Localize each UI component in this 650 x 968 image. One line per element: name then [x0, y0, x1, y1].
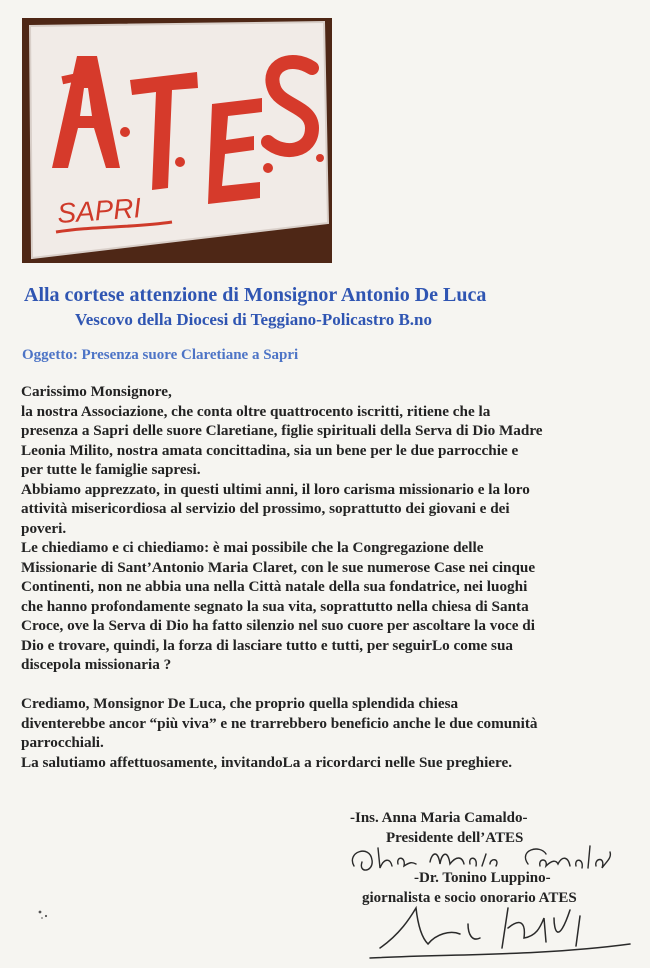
closing-line: Crediamo, Monsignor De Luca, che proprio quella splendida chiesa [21, 695, 459, 712]
signatory-name-1: -Ins. Anna Maria Camaldo- [350, 810, 528, 826]
recipient-line-2: Vescovo della Diocesi di Teggiano-Policastro B.no [75, 310, 433, 329]
letter-body [21, 382, 633, 772]
paper-specks [30, 900, 70, 930]
closing-line: diventerebbe ancor “più viva” e ne trarrebbero beneficio anche le due comunità [21, 714, 538, 732]
body-line: Le chiediamo e ci chiediamo: è mai possibile che la Congregazione delle [21, 539, 484, 556]
body-line: Carissimo Monsignore, [21, 383, 172, 400]
letter-subject: Oggetto: Presenza suore Claretiane a Sapri [22, 347, 299, 363]
logo-city: SAPRI [56, 192, 143, 229]
signatory-name-2: -Dr. Tonino Luppino- [414, 870, 551, 886]
signatory-role-1: Presidente dell’ATES [386, 830, 524, 846]
paragraph-gap [21, 675, 633, 695]
signature-1-drawing [352, 846, 610, 870]
body-line: discepola missionaria ? [21, 656, 172, 673]
closing-line: La salutiamo affettuosamente, invitandoLa a ricordarci nelle Sue preghiere. [21, 753, 513, 771]
closing-line: parrocchiali. [21, 734, 104, 751]
body-line: Leonia Milito, nostra amata concittadina, sia un bene per le due parrocchie e [21, 441, 519, 459]
signatory-role-2: giornalista e socio onorario ATES [362, 890, 577, 906]
body-line: presenza a Sapri delle suore Claretiane, figlie spirituali della Serva di Dio Madre [21, 422, 543, 439]
body-line: Croce, ove la Serva di Dio ha fatto silenzio nel suo cuore per ascoltare la voce di [21, 617, 535, 634]
body-line: poveri. [21, 519, 67, 537]
signature-2-drawing [370, 908, 630, 958]
body-line: la nostra Associazione, che conta oltre quattrocento iscritti, ritiene che la [21, 402, 491, 420]
ates-logo-illustration [22, 18, 332, 263]
body-line: Continenti, non ne abbia una nella Città natale della sua fondatrice, nei luoghi [21, 578, 528, 595]
recipient-line-1: Alla cortese attenzione di Monsignor Antonio De Luca [24, 284, 487, 306]
body-line: attività misericordiosa al servizio del prossimo, soprattutto dei giovani e dei [21, 500, 510, 517]
ates-logo-photo [22, 18, 332, 263]
body-line: Abbiamo apprezzato, in questi ultimi anni, il loro carisma missionario e la loro [21, 480, 530, 498]
body-line: Dio e trovare, quindi, la forza di lasciare tutto e tutti, per seguirLo come sua [21, 636, 513, 654]
body-line: che hanno profondamente segnato la sua vita, soprattutto nella chiesa di Santa [21, 597, 529, 615]
body-line: per tutte le famiglie sapresi. [21, 461, 201, 478]
body-line: Missionarie di Sant’Antonio Maria Claret, con le sue numerose Case nei cinque [21, 558, 536, 576]
